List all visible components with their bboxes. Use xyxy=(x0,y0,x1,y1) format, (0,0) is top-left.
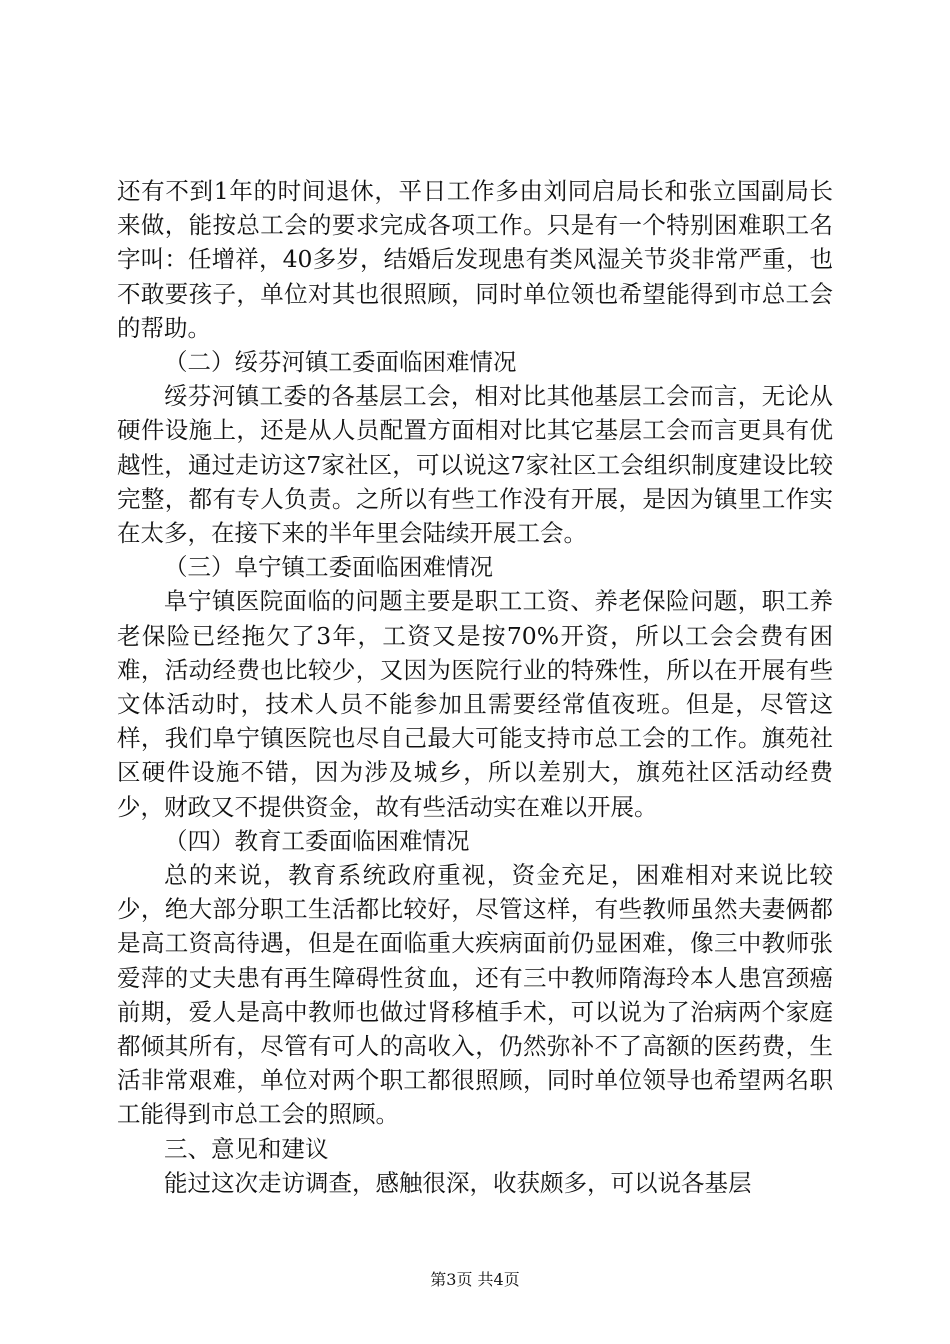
paragraph-funing: 阜宁镇医院面临的问题主要是职工工资、养老保险问题，职工养老保险已经拖欠了3年，工资又是按70%开资，所以工会会费有困难，活动经费也比较少，又因为医院行业的特殊性，所以在开展有些文体活动时，技术人员不能参加且需要经常值夜班。但是，尽管这样，我们阜宁镇医院也尽自己最大可能支持市总工会的工作。旗苑社区硬件设施不错，因为涉及城乡，所以差别大，旗苑社区活动经费少，财政又不提供资金，故有些活动实在难以开展。 xyxy=(117,587,833,821)
section-heading-funing: （三）阜宁镇工委面临困难情况 xyxy=(164,553,493,582)
page-footer: 第3页 共4页 xyxy=(430,1270,520,1289)
section-heading-suggestions: 三、意见和建议 xyxy=(164,1134,329,1163)
paragraph-suifenhe: 绥芬河镇工委的各基层工会，相对比其他基层工会而言，无论从硬件设施上，还是从人员配置方面相对比其它基层工会而言更具有优越性，通过走访这7家社区，可以说这7家社区工会组织制度建设比较完整，都有专人负责。之所以有些工作没有开展，是因为镇里工作实在太多，在接下来的半年里会陆续开展工会。 xyxy=(117,382,833,548)
section-heading-suifenhe: （二）绥芬河镇工委面临困难情况 xyxy=(164,348,517,377)
paragraph-education: 总的来说，教育系统政府重视，资金充足，困难相对来说比较少，绝大部分职工生活都比较好，尽管这样，有些教师虽然夫妻俩都是高工资高待遇，但是在面临重大疾病面前仍显困难，像三中教师张爱萍的丈夫患有再生障碍性贫血，还有三中教师隋海玲本人患宫颈癌前期，爱人是高中教师也做过肾移植手术，可以说为了治病两个家庭都倾其所有，尽管有可人的高收入，仍然弥补不了高额的医药费，生活非常艰难，单位对两个职工都很照顾，同时单位领导也希望两名职工能得到市总工会的照顾。 xyxy=(117,861,833,1129)
paragraph-continuation: 还有不到1年的时间退休，平日工作多由刘同启局长和张立国副局长来做，能按总工会的要求完成各项工作。只是有一个特别困难职工名字叫：任增祥，40多岁，结婚后发现患有类风湿关节炎非常严重，也不敢要孩子，单位对其也很照顾，同时单位领也希望能得到市总工会的帮助。 xyxy=(117,177,833,342)
paragraph-suggestions: 能过这次走访调查，感触很深，收获颇多，可以说各基层 xyxy=(164,1168,752,1197)
document-body xyxy=(117,174,833,1200)
section-heading-education: （四）教育工委面临困难情况 xyxy=(164,826,470,855)
